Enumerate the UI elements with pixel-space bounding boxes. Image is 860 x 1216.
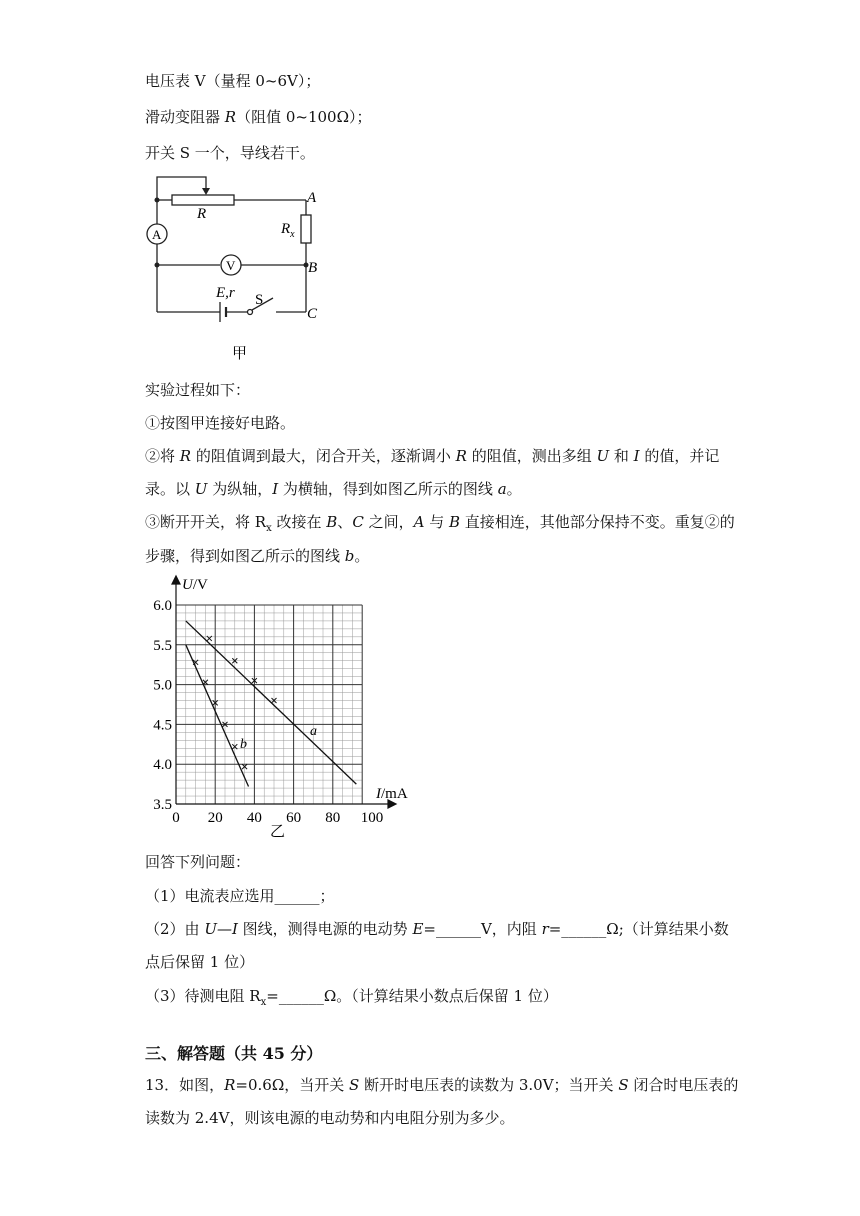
graph-caption: 乙 xyxy=(270,824,286,840)
label-a: A xyxy=(307,190,317,206)
x-tick-label: 80 xyxy=(325,810,341,826)
y-tick-label: 3.5 xyxy=(153,797,172,813)
y-tick-label: 6.0 xyxy=(153,598,172,614)
y-axis-label: U/V xyxy=(182,577,208,593)
question-2-cont: 点后保留 1 位） xyxy=(145,953,255,971)
y-tick-label: 4.0 xyxy=(153,757,172,774)
y-axis-arrow xyxy=(172,576,180,584)
x-tick-label: 60 xyxy=(286,810,302,826)
series-a-label: a xyxy=(310,724,317,739)
y-tick-label: 5.0 xyxy=(153,677,172,694)
process-step1: ①按图甲连接好电路。 xyxy=(145,414,296,432)
y-tick-label: 4.5 xyxy=(153,717,172,734)
process-step3: ③断开开关，将 $R_x$ 改接在 B、C 之间，A 与 B 直接相连，其他部分保持不变。重复②的 xyxy=(145,513,735,534)
label-b: B xyxy=(308,260,318,276)
rheostat-r xyxy=(172,195,234,205)
y-tick-label: 5.5 xyxy=(153,637,172,654)
resistor-rx xyxy=(301,215,311,243)
question-2: （2）由 U—I 图线，测得电源的电动势 E=______V，内阻 r=______Ω;（计算结果小数 xyxy=(145,920,729,938)
question-1: （1）电流表应选用______； xyxy=(145,887,335,905)
label-ammeter: A xyxy=(152,227,162,242)
switch-icon xyxy=(248,310,253,315)
x-tick-label: 100 xyxy=(360,810,384,826)
label-r: R xyxy=(197,206,207,222)
equipment-rheostat: 滑动变阻器 R（阻值 0~100Ω）； xyxy=(145,108,372,126)
circuit-caption: 甲 xyxy=(232,346,248,362)
label-s: S xyxy=(255,292,264,308)
series-line-b xyxy=(186,645,249,787)
label-c: C xyxy=(307,306,318,322)
label-er: E,r xyxy=(216,285,235,301)
x-tick-label: 0 xyxy=(172,810,180,826)
equipment-voltmeter: 电压表 V（量程 0~6V）； xyxy=(145,72,321,90)
process-step2-cont: 录。以 U 为纵轴，I 为横轴，得到如图乙所示的图线 a。 xyxy=(145,480,522,498)
process-step2: ②将 R 的阻值调到最大，闭合开关，逐渐调小 R 的阻值，测出多组 U 和 I 的值，并记 xyxy=(145,447,720,465)
x-axis-label: I/mA xyxy=(376,786,408,802)
process-title: 实验过程如下： xyxy=(145,381,251,399)
ui-graph xyxy=(140,574,430,844)
label-voltmeter: V xyxy=(226,258,236,273)
section-3-title: 三、解答题（共 45 分） xyxy=(145,1044,323,1063)
question-13: 13．如图，R=0.6Ω，当开关 S 断开时电压表的读数为 3.0V；当开关 S 闭合时电压表的 xyxy=(145,1076,739,1094)
x-tick-label: 40 xyxy=(246,810,262,826)
question-3: （3）待测电阻 $R_x=\_\_\_\_\_\_\Omega$。（计算结果小数点后保留 1 位） xyxy=(145,987,558,1008)
equipment-switch: 开关 S 一个，导线若干。 xyxy=(145,144,315,162)
series-b-label: b xyxy=(240,737,247,752)
label-rx: $R_x$ xyxy=(281,221,295,240)
process-step3-cont: 步骤，得到如图乙所示的图线 b。 xyxy=(145,547,370,565)
question-13-cont: 读数为 2.4V，则该电源的电动势和内电阻分别为多少。 xyxy=(145,1109,515,1127)
questions-title: 回答下列问题： xyxy=(145,853,251,871)
circuit-diagram xyxy=(140,170,340,370)
x-tick-label: 20 xyxy=(207,810,223,826)
